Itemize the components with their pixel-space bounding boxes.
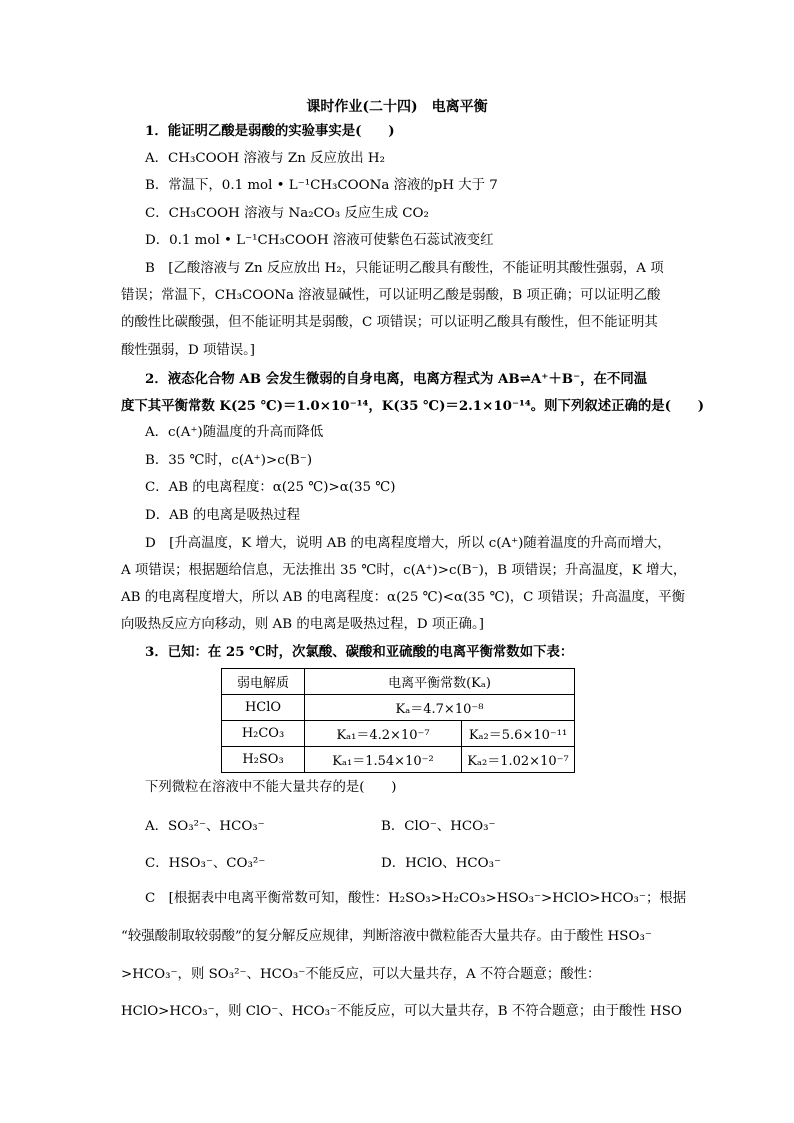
q2-stem-line2: 度下其平衡常数 K(25 ℃)＝1.0×10⁻¹⁴，K(35 ℃)＝2.1×10⁻¹⁴。则下列叙述正确的是( ) xyxy=(121,398,705,414)
q2-answer-line1: D [升高温度，K 增大，说明 AB 的电离程度增大，所以 c(A⁺)随着温度的升高而增大， xyxy=(145,536,671,551)
q2-option-d: D．AB 的电离是吸热过程 xyxy=(145,508,301,523)
table-header-constant: 电离平衡常数(Kₐ) xyxy=(305,669,575,695)
ionization-constant-table xyxy=(221,668,575,773)
q1-answer-line3: 的酸性比碳酸强，但不能证明其是弱酸，C 项错误；可以证明乙酸具有酸性，但不能证明其 xyxy=(121,315,658,330)
q2-option-c: C．AB 的电离程度：α(25 ℃)>α(35 ℃) xyxy=(145,480,396,495)
q1-answer-line1: B [乙酸溶液与 Zn 反应放出 H₂，只能证明乙酸具有酸性，不能证明其酸性强弱，A 项 xyxy=(145,261,664,276)
q3-answer-line1: C [根据表中电离平衡常数可知，酸性：H₂SO₃>H₂CO₃>HSO₃⁻>HClO>HCO₃⁻；根据 xyxy=(145,891,687,906)
q3-stem: 3．已知：在 25 ℃时，次氯酸、碳酸和亚硫酸的电离平衡常数如下表： xyxy=(145,644,574,660)
table-row xyxy=(222,721,575,747)
q3-answer-line4: HClO>HCO₃⁻，则 ClO⁻、HCO₃⁻不能反应，可以大量共存，B 不符合题意；由于酸性 HSO xyxy=(121,1004,682,1019)
q1-stem: 1．能证明乙酸是弱酸的实验事实是( ) xyxy=(145,123,395,139)
q1-option-a: A．CH₃COOH 溶液与 Zn 反应放出 H₂ xyxy=(145,151,385,166)
table-cell: HClO xyxy=(222,695,305,721)
q2-stem-line1: 2．液态化合物 AB 会发生微弱的自身电离，电离方程式为 AB⇌A⁺＋B⁻，在不同温 xyxy=(145,371,648,387)
table-row xyxy=(222,695,575,721)
q3-option-b: B．ClO⁻、HCO₃⁻ xyxy=(381,819,496,834)
q1-answer-line4: 酸性强弱，D 项错误。] xyxy=(121,343,256,358)
table-header-electrolyte: 弱电解质 xyxy=(222,669,305,695)
q2-answer-line3: AB 的电离程度增大，所以 AB 的电离程度：α(25 ℃)<α(35 ℃)，C 项错误；升高温度，平衡 xyxy=(121,590,685,605)
q3-answer-line2: “较强酸制取较弱酸”的复分解反应规律，判断溶液中微粒能否大量共存。由于酸性 HSO₃⁻ xyxy=(121,929,652,944)
q2-option-a: A．c(A⁺)随温度的升高而降低 xyxy=(145,425,324,440)
q2-option-b: B．35 ℃时，c(A⁺)>c(B⁻) xyxy=(145,453,313,468)
table-cell: Kₐ₁＝4.2×10⁻⁷ xyxy=(305,721,462,747)
q1-answer-line2: 错误；常温下，CH₃COONa 溶液显碱性，可以证明乙酸是弱酸，B 项正确；可以证明乙酸 xyxy=(121,288,661,303)
table-row xyxy=(222,747,575,773)
q1-option-b: B．常温下，0.1 mol • L⁻¹CH₃COONa 溶液的pH 大于 7 xyxy=(145,178,498,193)
q3-option-d: D．HClO、HCO₃⁻ xyxy=(381,856,502,871)
q3-option-a: A．SO₃²⁻、HCO₃⁻ xyxy=(145,819,265,834)
q1-option-c: C．CH₃COOH 溶液与 Na₂CO₃ 反应生成 CO₂ xyxy=(145,206,429,221)
table-row xyxy=(222,669,575,695)
table-cell: Kₐ₂＝1.02×10⁻⁷ xyxy=(462,747,575,773)
page-title: 课时作业(二十四) 电离平衡 xyxy=(306,99,488,115)
q2-answer-line4: 向吸热反应方向移动，则 AB 的电离是吸热过程，D 项正确。] xyxy=(121,617,484,632)
q3-option-c: C．HSO₃⁻、CO₃²⁻ xyxy=(145,856,266,871)
table-cell: H₂CO₃ xyxy=(222,721,305,747)
table-cell: Kₐ₂＝5.6×10⁻¹¹ xyxy=(462,721,575,747)
q3-answer-line3: >HCO₃⁻，则 SO₃²⁻、HCO₃⁻不能反应，可以大量共存，A 不符合题意；酸性： xyxy=(121,967,601,982)
q2-answer-line2: A 项错误；根据题给信息，无法推出 35 ℃时，c(A⁺)>c(B⁻)，B 项错误；升高温度，K 增大， xyxy=(121,563,687,578)
q3-stem2: 下列微粒在溶液中不能大量共存的是( ) xyxy=(145,780,397,795)
table-cell: Kₐ＝4.7×10⁻⁸ xyxy=(305,695,575,721)
table-cell: Kₐ₁＝1.54×10⁻² xyxy=(305,747,462,773)
q1-option-d: D．0.1 mol • L⁻¹CH₃COOH 溶液可使紫色石蕊试液变红 xyxy=(145,233,494,248)
table-cell: H₂SO₃ xyxy=(222,747,305,773)
